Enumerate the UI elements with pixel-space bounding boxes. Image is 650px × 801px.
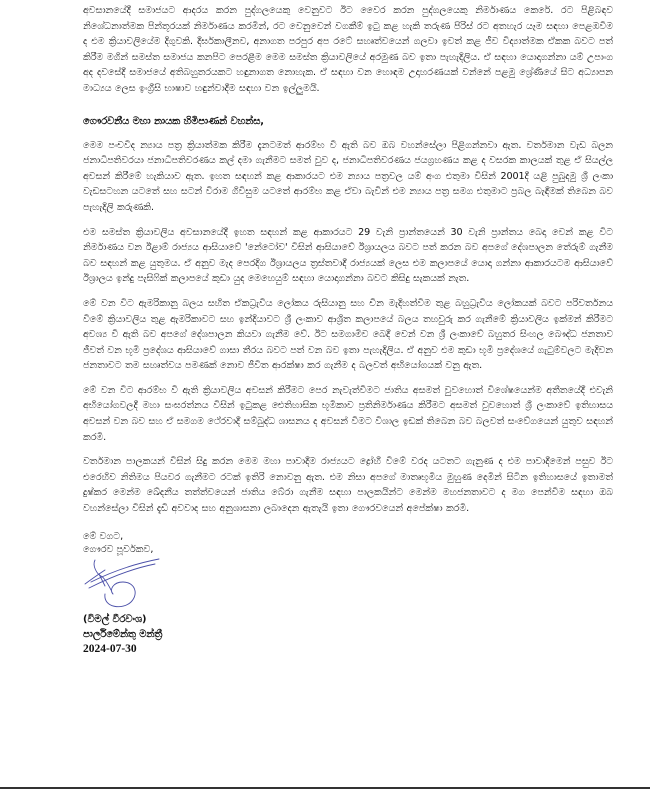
handwritten-signature [83, 556, 165, 612]
paragraph-sangha: මේ වන විට ආරම්භ වී ඇති ක්‍රියාවලිය අවසන් කිරීමට පෙර නැවැත්වීමට ජාතිය අසමත් වුවහොත් විශේෂයෙන්ම අතීතයේදී එවැනි අභියෝගවලදී මහා සංඝරත්නය විසින් ඉටුකළ ඓතිහාසික භූමිකාව ප්‍රතිනිර්මාණය කිරීමට අසමත් වුවහොත් ශ්‍රී ලංකාවේ ඉතිහාසය අවසන් වන බව සහ ඒ සමගම ථේරවාදී සම්බුද්ධ ශාසනය ද අවසන් වීමට විශාල ඉඩක් තිබෙන බව බලවත් සංවේගයෙන් යුතුව සඳහන් කරමි. [83, 384, 613, 443]
paragraph-request: වර්තමාන පාලකයන් විසින් සිදු කරන මෙම මහා පාවාදීම රාජ්‍යයට ද්‍රෝහී වීමේ වරද යටතට ගැනුණ ද එම පාවාදීමෙන් පසුව ඊට එරෙහිව නිතිමය පියවර ගැනීමට රටක් ඉතිරි නොවනු ඇත. එම නිසා අපගේ මාතෘභූමිය මුහුණ දෙමින් සිටින ඉතිහාසයේ ඉතාමත් දුෂ්කර මෙන්ම ඛේදනීය තත්ත්වයෙන් ජාතිය බේරා ගැනීම සඳහා පාලකයින්ට මෙන්ම මහජනතාවට ද මග පෙන්වීම සඳහා ඔබ වහන්සේලා විසින් දැඩි අවවාද සහ අනුශාසනා ලබාදෙන ඇතැයි ඉතා ගෞරවයෙන් අපේක්ෂා කරමි. [83, 456, 613, 515]
closing-line: ගෞරව පූර්වකව, [83, 543, 154, 555]
closing-line: මේ වගට, [83, 530, 124, 542]
letter-date: 2024-07-30 [83, 642, 137, 655]
paragraph-intro-continued: අවසානයේදී සමාජයට ආදරය කරන පුද්ගලයෙකු වෙනුවට ඊට වෛර කරන පුද්ගලයෙකු නිර්මාණය කෙරේ. රට පිළිබඳව නිශේධනාත්මක පින්තූරයක් නිර්මාණය කරමින්, රට වෙනුවෙන් වගකීම් ඉටු කළ හැකි තරුණ පිරිස් රට අතහැර යෑම සඳහා පෙළඹවීම ද එම ක්‍රියාවලියේම දිගුවකි. දීර්ඝකාලීනව, අනාගත පරපුර අප රටේ සහෘත්වයෙන් ගලවා ඉවත් කළ ජීව විද්‍යාත්මක ඒකක බවට පත් කිරීම මගින් සමස්ත සමාජය කනපිට පෙරළීම මෙම සමස්ත ක්‍රියාවලියේ අරමුණ බව ඉතා පැහැදිලිය. ඒ සඳහා යොදාගන්නා යම් උපාංග අද දවසේදී සමාජයේ අතිබහුතරයකට හඳුනාගත නොහැක. ඒ සඳහා වන හොඳම උදාහරණයක් වන්නේ පළමු ශ්‍රේණියේ සිට අධ්‍යාපන මාධ්‍යය ලෙස ඉංග්‍රීසි භාෂාව හඳුන්වාදීම සඳහා වන ඉල්ලුමයි. [83, 5, 613, 94]
closing [83, 530, 613, 556]
letter-body [83, 3, 613, 657]
signature-stroke [105, 582, 135, 607]
paragraph-provinces: එම සමස්ත ක්‍රියාවලිය අවසානයේදී ඉහත සඳහන් කළ ආකාරයට 29 වැනි ප්‍රාන්තයෙන් 30 වැනි ප්‍රාන්තය බෙදා වෙන් කළ විට නිර්මාණය වන ඊළාම් රාජ්‍යය ආසියාවේ 'නේටෝව' විසින් ආසියාවේ ඊශ්‍රායලය බවට පත් කරන බව අපගේ දේශපාලන තේරුම් ගැනීම බව සඳහන් කළ යුතුමය. ඒ අනුව මැද පෙරදිග ඊශ්‍රායලය ත්‍රස්තවාදී රාජ්‍යයක් ලෙස එම කලාපයේ යොදා ගන්නා ආකාරයටම ආසියාවේ ඊශ්‍රාලය ඉන්දු පැසිෆික් කලාපයේ කුඩා යුද මෙහෙයුම් සඳහා යොදාගන්නා බවට කිසිදු සැකයක් නැත. [83, 226, 613, 285]
signature-strokes [85, 559, 159, 607]
signature-stroke [89, 564, 155, 588]
salutation: ගෞරවනීය මහා නායක හිමිපාණන් වහන්ස, [83, 115, 264, 127]
signatory-name: (විමල් වීරවංශ) [83, 613, 147, 625]
paragraph-agenda: මෙම පංචවිද න්‍යාය පත්‍ර ක්‍රියාත්මක කිරීම දැනටමත් ආරම්භ වී ඇති බව ඔබ වහන්සේලා පිළිගන්නවා ඇත. වර්තමාන වැඩ බලන ජනාධිපතිවරයා ජනාධිපතිවරණය කල් දමා ගැනීමට සමත් වුව ද, ජනාධිපතිවරණය ජයග්‍රහණය කළ ද වසරක කාලයක් තුළ ඒ සියල්ල අවසන් කිරීමේ හැකියාව ඇත. ඉහත සඳහන් කළ ආකාරයට එම න්‍යාය පත්‍රවල යම් අංග එතුමා විසින් 2001දී යළි පුබුදමු ශ්‍රී ලංකා වැඩසටහන යටතේ සහ සටන් විරාම ගිවිසුම යටතේ ආරම්භ කළ ඒවා බැවින් එම න්‍යාය පත්‍ර සමග එතුමාට ප්‍රබල බැඳීමක් තිබෙන බව පැහැදිලි කරුණකි. [83, 139, 614, 213]
page-bottom-rule [0, 787, 650, 789]
paragraph-geopolitics: මේ වන විට ඇමරිකානු බලය සහිත ඒකධ්‍රැවීය ලෝකය රුසියානු සහ චීන මැදිහත්වීම තුළ බහුධ්‍රැවීය ලෝකයක් බවට පරිවර්තනය වීමේ ක්‍රියාවලිය තුළ ඇමරිකාවට සහ ඉන්දියාවට ශ්‍රී ලංකාව ආශ්‍රිත කලාපයේ බලය තහවුරු කර ගැනීමේ ක්‍රියාවලිය ඉක්මන් කිරීමට අවශ්‍ය වී ඇති බව අපගේ දේශපාලන කියවා ගැනීම වේ. ඊට සමගාමීව බෙදී වෙන් වන ශ්‍රී ලංකාවේ බහුතර සිංහල බෞද්ධ ජනතාව ජීවත් වන භූමි ප්‍රදේශය ආසියාවේ ගාසා තීරය බවට පත් වන බව ඉතා පැහැදිලිය. ඒ අනුව එම කුඩා භූමි ප්‍රදේශයේ ගැටුම්වලට මැදිවන ජනතාවට තම සහෘත්වය පමණක් නොව ජීවිත ආරක්ෂා කර ගැනීම ද බලවත් අභියෝගයක් වනු ඇත. [83, 297, 613, 372]
signature-block [83, 612, 613, 657]
signatory-title: පාර්ලිමේන්තු මන්ත්‍රී [83, 628, 163, 640]
